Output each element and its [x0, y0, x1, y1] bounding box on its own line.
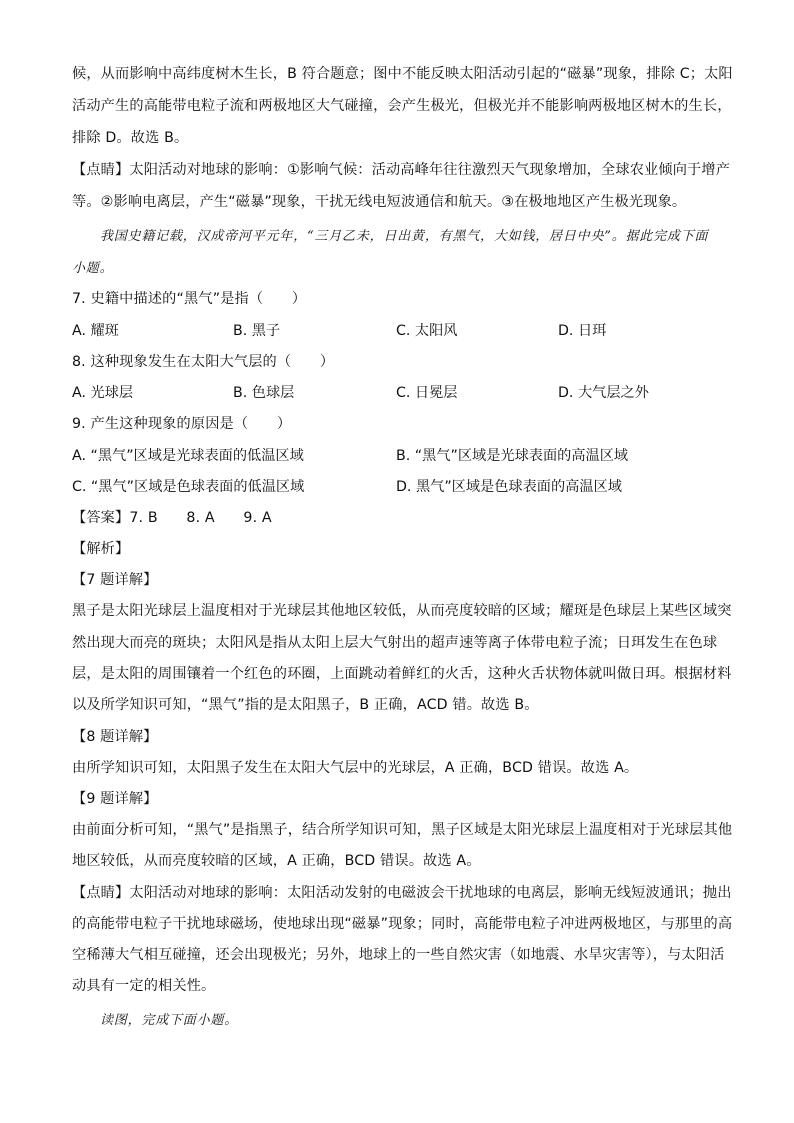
q9-option-b: B. “黑气”区域是光球表面的高温区域 [396, 448, 629, 464]
text-line: 地区较低，从而亮度较暗的区域，A 正确，BCD 错误。故选 A。 [72, 853, 481, 869]
text-line: 活动产生的高能带电粒子流和两极地区大气碰撞，会产生极光，但极光并不能影响两极地区树木的生长， [72, 98, 732, 114]
q7-option-a: A. 耀斑 [72, 323, 119, 339]
material-text: 我国史籍记载，汉成帝河平元年，“三月乙未，日出黄，有黑气，大如钱，居日中央”。据此完成下面 [100, 229, 709, 244]
tip-line: 的高能带电粒子干扰地球磁场，使地球出现“磁暴”现象；同时，高能带电粒子冲进两极地区，与那里的高 [72, 916, 733, 932]
q9-option-a: A. “黑气”区域是光球表面的低温区域 [72, 448, 304, 464]
question-7: 7. 史籍中描述的“黑气”是指（ ） [72, 291, 307, 307]
text-line: 以及所学知识可知，“黑气”指的是太阳黑子，B 正确，ACD 错。故选 B。 [72, 697, 539, 713]
question-8: 8. 这种现象发生在太阳大气层的（ ） [72, 354, 335, 370]
text-line: 由所学知识可知，太阳黑子发生在太阳大气层中的光球层，A 正确，BCD 错误。故选 A。 [72, 760, 639, 776]
analysis-heading: 【解析】 [72, 541, 130, 557]
tip-line: 等。②影响电离层，产生“磁暴”现象，干扰无线电短波通信和航天。③在极地地区产生极光现象。 [72, 194, 687, 210]
q7-option-c: C. 太阳风 [396, 323, 458, 339]
q8-option-d: D. 大气层之外 [558, 385, 649, 401]
detail-heading-8: 【8 题详解】 [72, 729, 158, 745]
q9-option-c: C. “黑气”区域是色球表面的低温区域 [72, 479, 305, 495]
text-line: 由前面分析可知，“黑气”是指黑子，结合所学知识可知，黑子区域是太阳光球层上温度相对于光球层其他 [72, 822, 733, 838]
q7-option-b: B. 黑子 [233, 323, 281, 339]
text-line: 候，从而影响中高纬度树木生长，B 符合题意；图中不能反映太阳活动引起的“磁暴”现象，排除 C；太阳 [72, 66, 733, 82]
text-line: 层，是太阳的周围镶着一个红色的环圈，上面跳动着鲜红的火舌，这种火舌状物体就叫做日珥。根据材料 [72, 666, 732, 682]
tip-line: 【点睛】太阳活动对地球的影响：①影响气候：活动高峰年往往激烈天气现象增加，全球农业倾向于增产 [72, 162, 731, 178]
answer-line: 【答案】7. B 8. A 9. A [72, 510, 272, 526]
tip-line: 空稀薄大气相互碰撞，还会出现极光；另外，地球上的一些自然灾害（如地震、水旱灾害等），与太阳活 [72, 947, 725, 963]
q8-option-c: C. 日冕层 [396, 385, 458, 401]
material-text: 读图，完成下面小题。 [100, 1013, 239, 1028]
q9-option-d: D. 黑气”区域是色球表面的高温区域 [396, 479, 622, 495]
question-9: 9. 产生这种现象的原因是（ ） [72, 416, 292, 432]
q7-option-d: D. 日珥 [558, 323, 607, 339]
q8-option-a: A. 光球层 [72, 385, 134, 401]
text-line: 然出现大而亮的斑块；太阳风是指从太阳上层大气射出的超声速等离子体带电粒子流；日珥发生在色球 [72, 635, 718, 651]
detail-heading-7: 【7 题详解】 [72, 572, 158, 588]
q8-option-b: B. 色球层 [233, 385, 295, 401]
detail-heading-9: 【9 题详解】 [72, 791, 158, 807]
text-line: 黑子是太阳光球层上温度相对于光球层其他地区较低，从而亮度较暗的区域；耀斑是色球层上某些区域突 [72, 603, 732, 619]
material-text: 小题。 [72, 261, 114, 276]
text-line: 排除 D。故选 B。 [72, 130, 189, 146]
tip-line: 【点睛】太阳活动对地球的影响：太阳活动发射的电磁波会干扰地球的电离层，影响无线短波通讯；抛出 [72, 885, 732, 901]
tip-line: 动具有一定的相关性。 [72, 978, 216, 994]
